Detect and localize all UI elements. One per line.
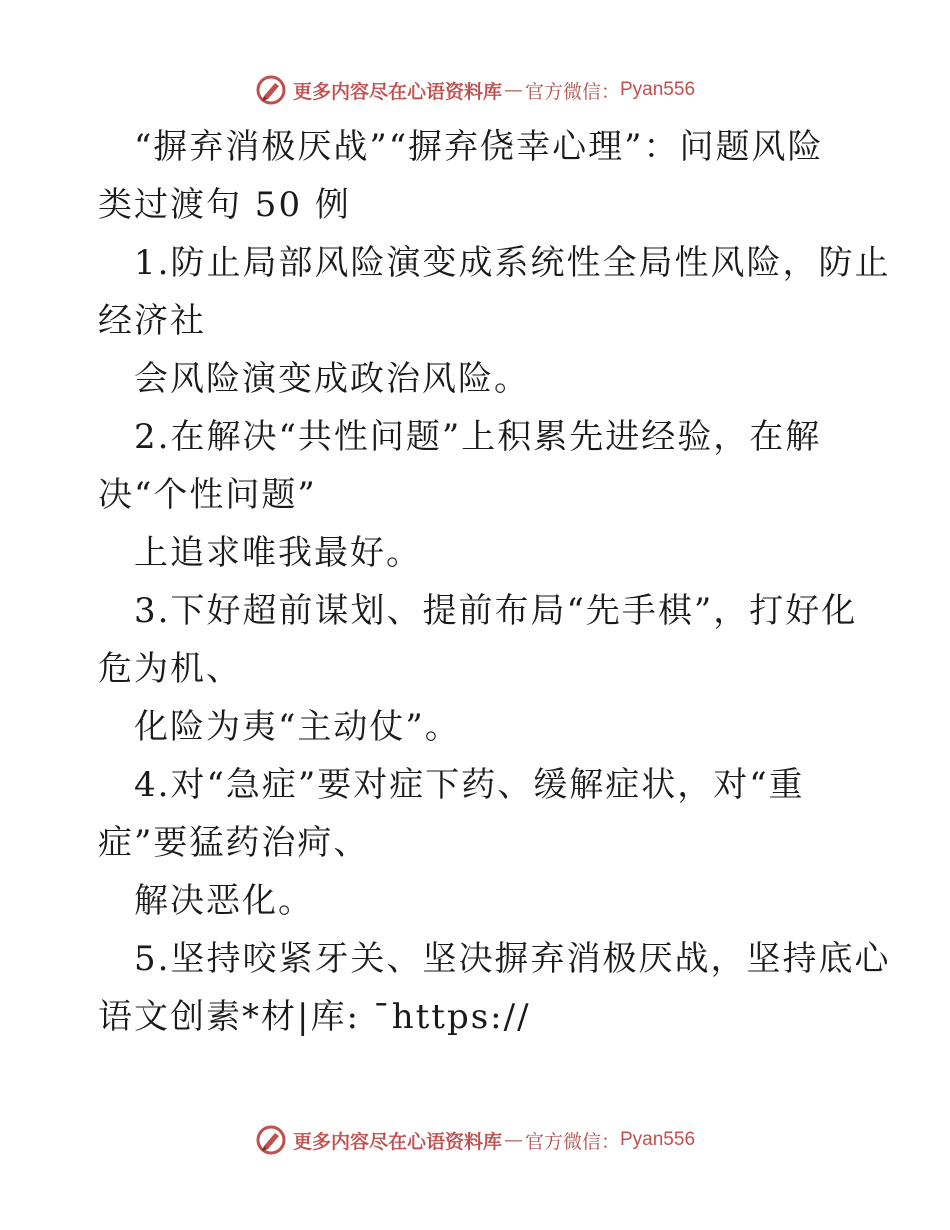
banner-brand: 更多内容尽在心语资料库 bbox=[292, 1130, 502, 1153]
text-line: 上追求唯我最好。 bbox=[134, 533, 422, 573]
text-line: 解决恶化。 bbox=[134, 881, 314, 921]
text-line: 症”要猛药治疴、 bbox=[98, 823, 370, 863]
text-line: 1.防止局部风险演变成系统性全局性风险，防止 bbox=[134, 243, 891, 283]
text-line: 化险为夷“主动仗”。 bbox=[134, 707, 461, 747]
text-line: 语文创素*材|库: ¯https:// bbox=[98, 997, 531, 1037]
banner-wechat-id: Pyan556 bbox=[620, 79, 696, 100]
header-banner bbox=[0, 70, 950, 110]
text-line: 3.下好超前谋划、提前布局“先手棋”，打好化 bbox=[134, 591, 858, 631]
document-body bbox=[98, 118, 891, 1046]
banner-dash: — bbox=[503, 79, 523, 101]
logo-icon bbox=[255, 74, 287, 106]
text-line: 危为机、 bbox=[98, 649, 242, 689]
banner-wechat-label: 官方微信： bbox=[524, 80, 620, 103]
text-line: 2.在解决“共性问题”上积累先进经验，在解 bbox=[134, 417, 822, 457]
text-line: 4.对“急症”要对症下药、缓解症状，对“重 bbox=[134, 765, 805, 805]
banner-brand: 更多内容尽在心语资料库 bbox=[292, 80, 502, 103]
text-line: “摒弃消极厌战”“摒弃侥幸心理”：问题风险 bbox=[134, 127, 824, 167]
text-line: 类过渡句 50 例 bbox=[98, 185, 351, 225]
logo-icon bbox=[255, 1124, 287, 1156]
banner-wechat-id: Pyan556 bbox=[620, 1129, 696, 1150]
text-line: 经济社 bbox=[98, 301, 206, 341]
banner-dash: — bbox=[503, 1129, 523, 1151]
text-line: 会风险演变成政治风险。 bbox=[134, 359, 530, 399]
text-line: 5.坚持咬紧牙关、坚决摒弃消极厌战，坚持底心 bbox=[134, 939, 891, 979]
text-line: 决“个性问题” bbox=[98, 475, 317, 515]
footer-banner bbox=[0, 1120, 950, 1160]
banner-wechat-label: 官方微信： bbox=[524, 1130, 620, 1153]
